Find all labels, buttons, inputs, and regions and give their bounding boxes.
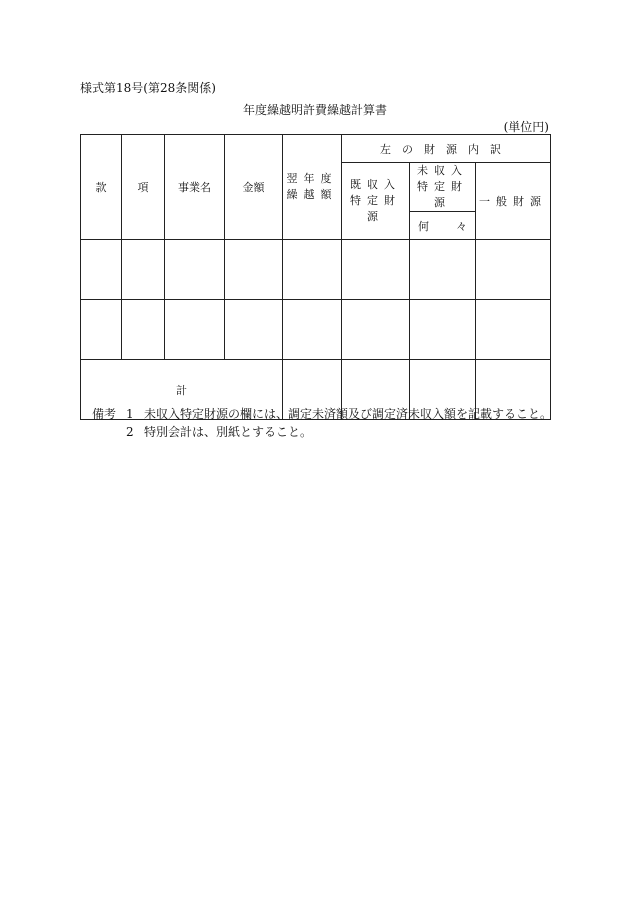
header-project-name: 事業名 xyxy=(165,135,225,240)
cell-carryover xyxy=(283,300,342,360)
notes-label: 備考 xyxy=(92,407,117,421)
header-received-line2: 特定財源 xyxy=(350,194,401,223)
note-text: 未収入特定財源の欄には、調定未済額及び調定済未収入額を記載すること。 xyxy=(144,407,553,421)
note-item xyxy=(92,423,552,441)
header-kan: 款 xyxy=(81,135,122,240)
note-number: 2 xyxy=(126,425,134,439)
cell-kan xyxy=(81,300,122,360)
note-number: 1 xyxy=(126,407,134,421)
header-next-year-line1: 翌年度 xyxy=(286,172,338,185)
cell-general xyxy=(476,240,551,300)
cell-carryover xyxy=(283,240,342,300)
header-unreceived-subdivision xyxy=(410,212,476,240)
table-row xyxy=(81,240,551,300)
document-title: 年度繰越明許費繰越計算書 xyxy=(242,103,387,117)
note-text: 特別会計は、別紙とすること。 xyxy=(144,425,313,439)
header-amount: 金額 xyxy=(225,135,283,240)
cell-received xyxy=(342,300,410,360)
header-unreceived-specific-funds xyxy=(410,163,476,212)
cell-received xyxy=(342,240,410,300)
header-unreceived-line2: 特定財源 xyxy=(417,180,468,209)
header-funding-breakdown: 左の財源内訳 xyxy=(342,135,551,163)
notes xyxy=(92,405,552,441)
header-kou: 項 xyxy=(122,135,165,240)
header-sub-char2: 々 xyxy=(456,219,467,233)
cell-general xyxy=(476,300,551,360)
header-next-year-line2: 繰越額 xyxy=(286,188,338,201)
note-item xyxy=(92,405,552,423)
total-label: 計 xyxy=(81,360,283,420)
cell-project-name xyxy=(165,300,225,360)
cell-kan xyxy=(81,240,122,300)
unit-label: (単位円) xyxy=(503,120,549,134)
carryover-table xyxy=(80,134,551,420)
table-row xyxy=(81,300,551,360)
header-unreceived-line1: 未収入 xyxy=(417,164,468,177)
header-sub-char1: 何 xyxy=(418,219,429,233)
header-general-funds: 一般財源 xyxy=(476,163,551,240)
cell-project-name xyxy=(165,240,225,300)
cell-amount xyxy=(225,240,283,300)
header-received-specific-funds xyxy=(342,163,410,240)
form-number: 様式第18号(第28条関係) xyxy=(80,81,216,95)
cell-amount xyxy=(225,300,283,360)
cell-kou xyxy=(122,300,165,360)
header-next-year-carryover xyxy=(283,135,342,240)
header-received-line1: 既収入 xyxy=(350,178,401,191)
cell-kou xyxy=(122,240,165,300)
cell-unreceived xyxy=(410,300,476,360)
cell-unreceived xyxy=(410,240,476,300)
